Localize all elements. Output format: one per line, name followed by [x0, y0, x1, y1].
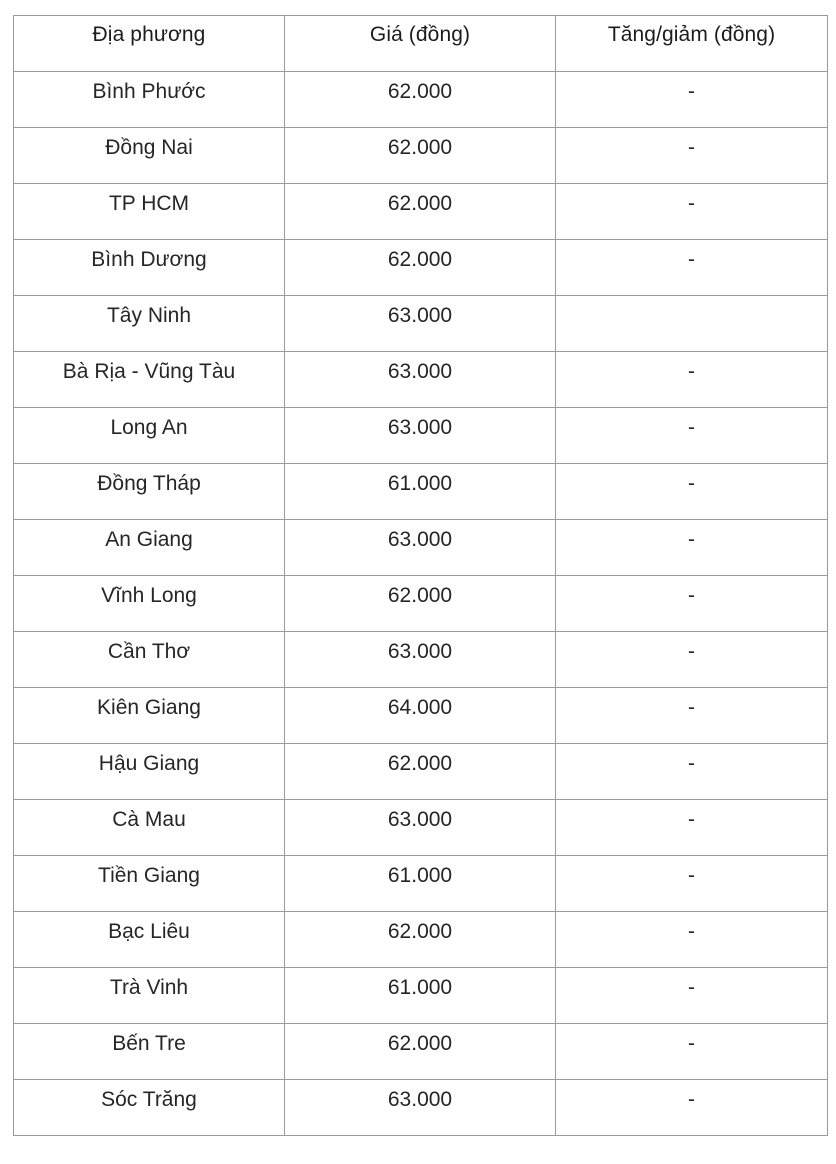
price-cell: 63.000 — [285, 520, 556, 576]
change-cell — [556, 296, 828, 352]
price-cell: 62.000 — [285, 240, 556, 296]
header-change: Tăng/giảm (đồng) — [556, 16, 828, 72]
price-cell: 62.000 — [285, 72, 556, 128]
table-row — [14, 240, 828, 296]
price-table-header — [14, 16, 828, 72]
change-cell: - — [556, 800, 828, 856]
region-cell: Cần Thơ — [14, 632, 285, 688]
price-cell: 63.000 — [285, 632, 556, 688]
change-cell: - — [556, 744, 828, 800]
header-price: Giá (đồng) — [285, 16, 556, 72]
change-cell: - — [556, 72, 828, 128]
header-region: Địa phương — [14, 16, 285, 72]
region-cell: Long An — [14, 408, 285, 464]
price-cell: 61.000 — [285, 464, 556, 520]
region-cell: Tây Ninh — [14, 296, 285, 352]
region-cell: Bạc Liêu — [14, 912, 285, 968]
region-cell: Đồng Tháp — [14, 464, 285, 520]
price-cell: 62.000 — [285, 744, 556, 800]
table-row — [14, 912, 828, 968]
price-cell: 62.000 — [285, 128, 556, 184]
region-cell: Sóc Trăng — [14, 1080, 285, 1136]
region-cell: Tiền Giang — [14, 856, 285, 912]
change-cell: - — [556, 520, 828, 576]
change-cell: - — [556, 632, 828, 688]
table-row — [14, 856, 828, 912]
region-cell: TP HCM — [14, 184, 285, 240]
region-cell: Bến Tre — [14, 1024, 285, 1080]
region-cell: Trà Vinh — [14, 968, 285, 1024]
region-cell: Đồng Nai — [14, 128, 285, 184]
table-row — [14, 800, 828, 856]
table-row — [14, 744, 828, 800]
price-cell: 63.000 — [285, 352, 556, 408]
change-cell: - — [556, 856, 828, 912]
table-row — [14, 72, 828, 128]
region-cell: Kiên Giang — [14, 688, 285, 744]
price-cell: 61.000 — [285, 856, 556, 912]
table-row — [14, 520, 828, 576]
table-row — [14, 464, 828, 520]
region-cell: Bình Phước — [14, 72, 285, 128]
table-row — [14, 408, 828, 464]
price-cell: 63.000 — [285, 800, 556, 856]
change-cell: - — [556, 408, 828, 464]
price-table-body — [14, 72, 828, 1136]
price-cell: 62.000 — [285, 576, 556, 632]
price-cell: 63.000 — [285, 408, 556, 464]
table-row — [14, 352, 828, 408]
region-cell: Vĩnh Long — [14, 576, 285, 632]
header-row — [14, 16, 828, 72]
change-cell: - — [556, 912, 828, 968]
price-cell: 62.000 — [285, 912, 556, 968]
price-cell: 62.000 — [285, 184, 556, 240]
price-cell: 61.000 — [285, 968, 556, 1024]
change-cell: - — [556, 688, 828, 744]
change-cell: - — [556, 968, 828, 1024]
table-row — [14, 688, 828, 744]
table-row — [14, 576, 828, 632]
change-cell: - — [556, 184, 828, 240]
change-cell: - — [556, 240, 828, 296]
price-cell: 63.000 — [285, 296, 556, 352]
change-cell: - — [556, 1080, 828, 1136]
table-row — [14, 632, 828, 688]
price-cell: 63.000 — [285, 1080, 556, 1136]
region-cell: Hậu Giang — [14, 744, 285, 800]
change-cell: - — [556, 1024, 828, 1080]
table-row — [14, 184, 828, 240]
price-table-container — [13, 15, 828, 1136]
region-cell: Bà Rịa - Vũng Tàu — [14, 352, 285, 408]
table-row — [14, 1080, 828, 1136]
change-cell: - — [556, 352, 828, 408]
table-row — [14, 968, 828, 1024]
table-row — [14, 1024, 828, 1080]
region-cell: Cà Mau — [14, 800, 285, 856]
region-cell: Bình Dương — [14, 240, 285, 296]
table-row — [14, 296, 828, 352]
change-cell: - — [556, 464, 828, 520]
change-cell: - — [556, 576, 828, 632]
region-cell: An Giang — [14, 520, 285, 576]
price-table — [13, 15, 828, 1136]
price-cell: 64.000 — [285, 688, 556, 744]
table-row — [14, 128, 828, 184]
price-cell: 62.000 — [285, 1024, 556, 1080]
change-cell: - — [556, 128, 828, 184]
